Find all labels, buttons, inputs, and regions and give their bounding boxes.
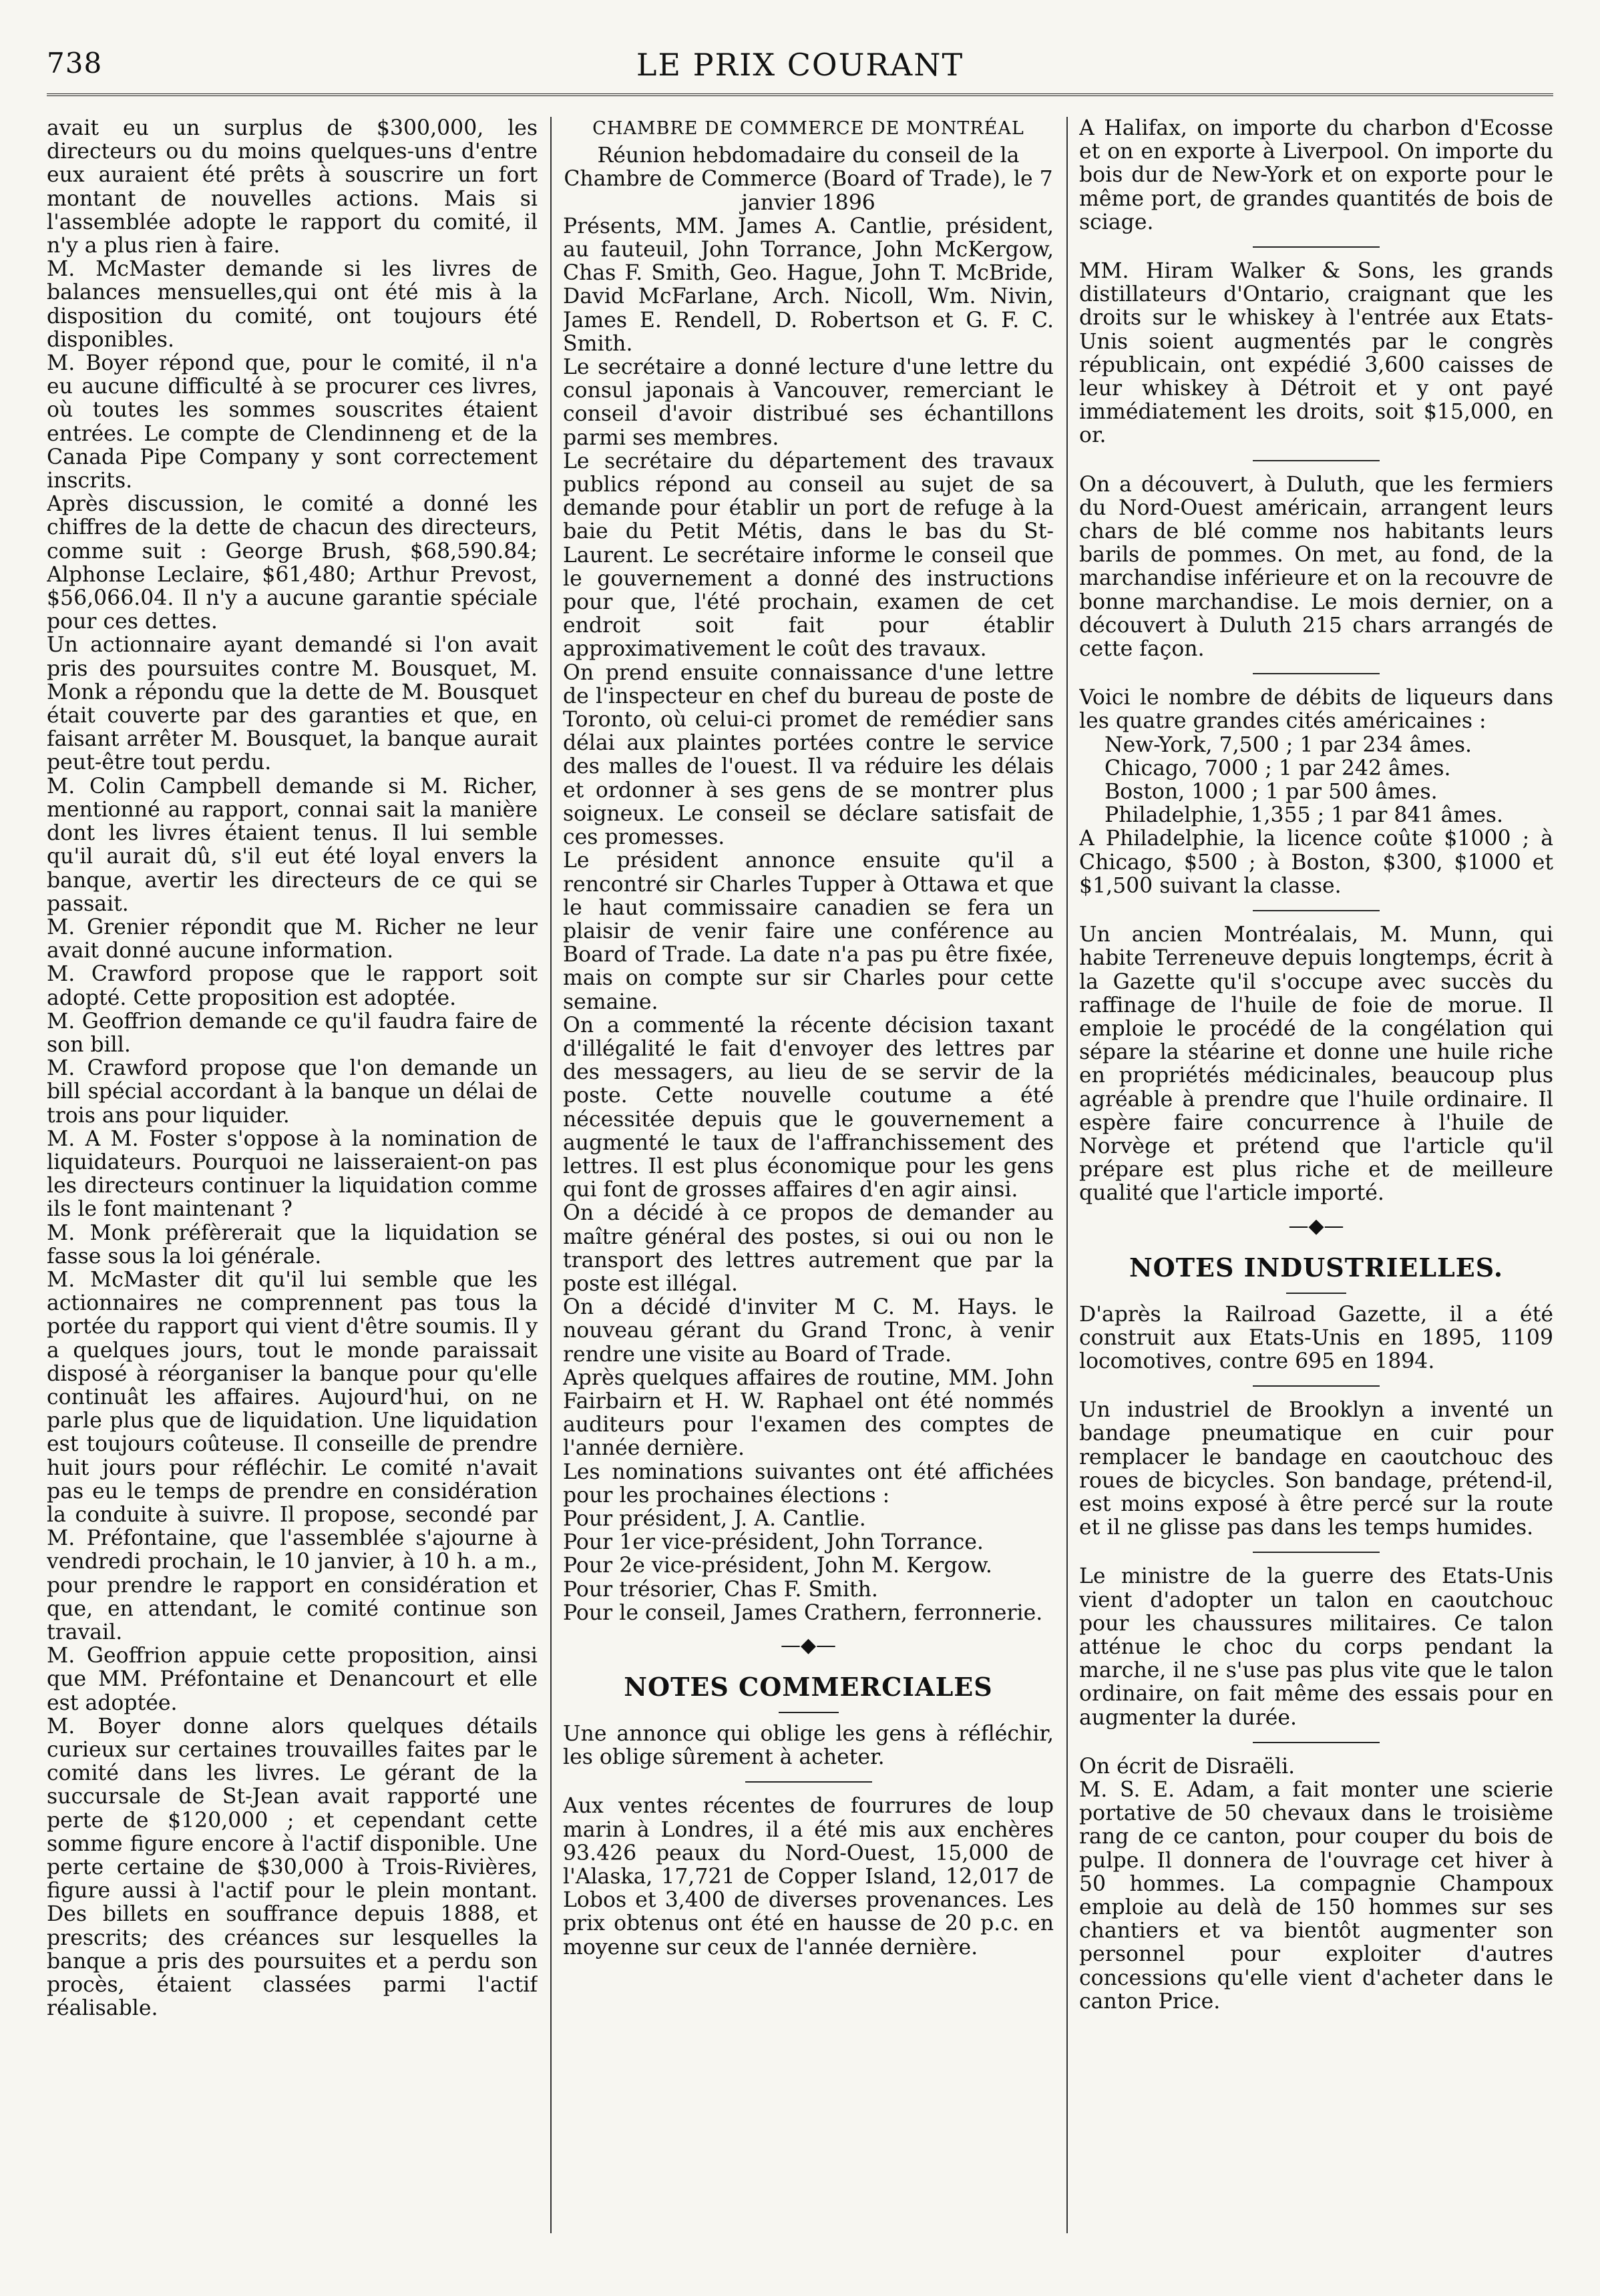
divider — [1253, 460, 1380, 461]
divider — [1286, 1293, 1346, 1294]
paragraph: MM. Hiram Walker & Sons, les grands distillateurs d'Ontario, craignant que les droits sur le whiskey à l'entrée aux Etats-Unis soient augmentés par le congrès républicain, ont expédié 3,600 caisses de leur whiskey à Détroit et y ont payé immédiatement les droits, soit $15,000, en or. — [1079, 259, 1553, 448]
article-columns — [47, 117, 1553, 2233]
paragraph: Le secrétaire a donné lecture d'une lettre du consul japonais à Vancouver, remerciant le conseil d'avoir distribué ses échantillons parmi ses membres. — [563, 355, 1054, 450]
paragraph: On prend ensuite connaissance d'une lettre de l'inspecteur en chef du bureau de poste de Toronto, où celui-ci promet de remédier sans délai aux plaintes portées contre le service des malles de l'ouest. Il va réduire les délais et ordonner à ses gens de se montrer plus soigneux. Le conseil se déclare satisfait de ces promesses. — [563, 660, 1054, 850]
paragraph: A Halifax, on importe du charbon d'Ecosse et on en exporte à Liverpool. On importe du bois dur de New-York et on exporte pour le même port, de grandes quantités de bois de sciage. — [1079, 117, 1553, 234]
column-1 — [47, 117, 538, 2233]
list-item: Chicago, 7000 ; 1 par 242 âmes. — [1105, 756, 1451, 780]
section-heading: CHAMBRE DE COMMERCE DE MONTRÉAL — [592, 118, 1024, 139]
paragraph: M. Colin Campbell demande si M. Richer, mentionné au rapport, connai sait la manière dont les livres étaient tenus. Il lui semble qu'il aurait dû, s'il eut été loyal envers la banque, avertir les directeurs de ce qui se passait. — [47, 774, 538, 916]
paragraph: avait eu un surplus de $300,000, les directeurs ou du moins quelques-uns d'entre eux auraient été prêts à souscrire un fort montant de nouvelles actions. Mais si l'assemblée adopte le rapport du comité, il n'y a plus rien à faire. — [47, 117, 538, 258]
column-3 — [1079, 117, 1553, 2233]
divider — [1253, 246, 1380, 248]
header-rule — [47, 93, 1553, 96]
dateline: On écrit de Disraëli. — [1079, 1754, 1295, 1779]
paragraph: Une annonce qui oblige les gens à réfléchir, les oblige sûrement à acheter. — [563, 1722, 1054, 1770]
meeting-intro: Réunion hebdomadaire du conseil de la Chambre de Commerce (Board of Trade), le 7 janvier 1896 — [564, 144, 1053, 215]
paragraph: Les nominations suivantes ont été affichées pour les prochaines élections : — [563, 1459, 1054, 1508]
paragraph: M. Boyer répond que, pour le comité, il n'a eu aucune difficulté à se procurer ces livres, où toutes les sommes souscrites étaient entrées. Le compte de Clendinneng et de la Canada Pipe Company y sont correctement inscrits. — [47, 351, 538, 493]
paragraph: Voici le nombre de débits de liqueurs dans les quatre grandes cités américaines : — [1079, 686, 1553, 734]
paragraph: On a décidé à ce propos de demander au maître général des postes, si oui ou non le transport des lettres autrement que par la poste est illégal. — [563, 1201, 1054, 1296]
divider — [745, 1781, 872, 1783]
paragraph: Pour 1er vice-président, John Torrance. — [563, 1530, 984, 1555]
column-divider — [550, 117, 552, 2233]
ornament-divider: —◆— — [1288, 1214, 1344, 1238]
paragraph: Le secrétaire du département des travaux publics répond au conseil au sujet de sa demande pour établir un port de refuge à la baie du Petit Métis, dans le bas du St-Laurent. Le secrétaire informe le conseil que le gouvernement a donné des instructions pour que, l'été prochain, examen de cet endroit soit fait pour établir approximativement le coût des travaux. — [563, 449, 1054, 662]
paragraph: M. Grenier répondit que M. Richer ne leur avait donné aucune information. — [47, 915, 538, 963]
paragraph: Présents, MM. James A. Cantlie, président, au fauteuil, John Torrance, John McKergow, Chas F. Smith, Geo. Hague, John T. McBride, David McFarlane, Arch. Nicoll, Wm. Nivin, James E. Rendell, D. Robertson et G. F. C. Smith. — [563, 214, 1054, 356]
paragraph: M. A M. Foster s'oppose à la nomination de liquidateurs. Pourquoi ne laisseraient-on pas les directeurs continuer la liquidation comme ils le font maintenant ? — [47, 1126, 538, 1222]
list-item: Boston, 1000 ; 1 par 500 âmes. — [1105, 780, 1438, 805]
paragraph: Le ministre de la guerre des Etats-Unis vient d'adopter un talon en caoutchouc pour les chaussures militaires. Ce talon atténue le choc du corps pendant la marche, il ne s'use pas plus vite que le talon ordinaire, on fait même des essais pour en augmenter la durée. — [1079, 1564, 1553, 1730]
section-heading: NOTES COMMERCIALES — [624, 1672, 993, 1702]
paragraph: M. Crawford propose que l'on demande un bill spécial accordant à la banque un délai de trois ans pour liquider. — [47, 1056, 538, 1128]
paragraph: A Philadelphie, la licence coûte $1000 ; à Chicago, $500 ; à Boston, $300, $1000 et $1,500 suivant la classe. — [1079, 827, 1553, 898]
divider — [1253, 1385, 1380, 1387]
paragraph: Pour 2e vice-président, John M. Kergow. — [563, 1554, 992, 1578]
paragraph: On a décidé d'inviter M C. M. Hays. le nouveau gérant du Grand Tronc, à venir rendre une visite au Board of Trade. — [563, 1295, 1054, 1367]
paragraph: Un ancien Montréalais, M. Munn, qui habite Terreneuve depuis longtemps, écrit à la Gazette qu'il s'occupe avec succès du raffinage de l'huile de foie de morue. Il emploie le procédé de la congélation qui sépare la stéarine et donne une huile riche en propriétés médicinales, beaucoup plus agréable à prendre que l'huile ordinaire. Il espère faire concurrence à l'huile de Norvège et prétend que l'article qu'il prépare est plus riche et de meilleure qualité que l'article importé. — [1079, 923, 1553, 1206]
divider — [1253, 910, 1380, 911]
section-heading: NOTES INDUSTRIELLES. — [1129, 1252, 1504, 1283]
journal-title: LE PRIX COURANT — [636, 47, 964, 83]
paragraph: Pour le conseil, James Crathern, ferronnerie. — [563, 1600, 1043, 1625]
paragraph: Le président annonce ensuite qu'il a rencontré sir Charles Tupper à Ottawa et que le haut commissaire canadien se fera un plaisir de venir faire une conférence au Board of Trade. La date n'a pas pu être fixée, mais on compte sur sir Charles pour cette semaine. — [563, 849, 1054, 1014]
paragraph: On a découvert, à Duluth, que les fermiers du Nord-Ouest américain, arrangent leurs chars de blé comme nos habitants leurs barils de pommes. On met, au fond, de la marchandise inférieure et on la recouvre de bonne marchandise. Le mois dernier, on a découvert à Duluth 215 chars arrangés de cette façon. — [1079, 472, 1553, 662]
paragraph: Aux ventes récentes de fourrures de loup marin à Londres, il a été mis aux enchères 93.426 peaux du Nord-Ouest, 15,000 de l'Alaska, 17,721 de Copper Island, 12,017 de Lobos et 3,400 de diverses provenances. Les prix obtenus ont été en hausse de 20 p.c. en moyenne sur ceux de l'année dernière. — [563, 1794, 1054, 1960]
ornament-divider: —◆— — [780, 1634, 837, 1657]
list-item: New-York, 7,500 ; 1 par 234 âmes. — [1105, 732, 1472, 757]
paragraph: D'après la Railroad Gazette, il a été construit aux Etats-Unis en 1895, 1109 locomotives, contre 695 en 1894. — [1079, 1302, 1553, 1373]
paragraph: M. Crawford propose que le rapport soit adopté. Cette proposition est adoptée. — [47, 962, 538, 1010]
paragraph: M. Geoffrion appuie cette proposition, ainsi que MM. Préfontaine et Denancourt et elle est adoptée. — [47, 1644, 538, 1715]
page-header — [47, 47, 1553, 87]
paragraph: Un actionnaire ayant demandé si l'on avait pris des poursuites contre M. Bousquet, M. Monk a répondu que la dette de M. Bousquet était couverte par des garanties et que, en faisant arrêter M. Bousquet, la banque aurait peut-être tout perdu. — [47, 633, 538, 775]
paragraph: M. Monk préfèrerait que la liquidation se fasse sous la loi générale. — [47, 1220, 538, 1269]
divider — [1253, 1552, 1380, 1553]
divider — [1253, 673, 1380, 674]
paragraph: Pour trésorier, Chas F. Smith. — [563, 1577, 878, 1602]
divider — [779, 1712, 839, 1713]
paragraph: M. McMaster dit qu'il lui semble que les actionnaires ne comprennent pas tous la portée du rapport qui vient d'être soumis. Il y a quelques jours, tout le monde paraissait disposé à réorganiser la banque pour qu'elle continuât les affaires. Aujourd'hui, on ne parle plus que de liquidation. Une liquidation est toujours coûteuse. Il conseille de prendre huit jours pour réfléchir. Le comité n'avait pas eu le temps de prendre en considération la conduite à suivre. Il propose, secondé par M. Préfontaine, que l'assemblée s'ajourne à vendredi prochain, le 10 janvier, à 10 h. a m., pour prendre le rapport en considération et que, en attendant, le comité continue son travail. — [47, 1267, 538, 1644]
paragraph: M. Boyer donne alors quelques détails curieux sur certaines trouvailles faites par le comité dans les livres. Le gérant de la succursale de St-Jean avait rapporté une perte de $120,000 ; et cependant cette somme figure encore à l'actif disponible. Une perte certaine de $30,000 à Trois-Rivières, figure aussi à l'actif pour le plein montant. Des billets en souffrance depuis 1888, et prescrits; des créances sur lesquelles la banque a pris des poursuites et a perdu son procès, étaient classées parmi l'actif réalisable. — [47, 1714, 538, 2021]
paragraph: M. S. E. Adam, a fait monter une scierie portative de 50 chevaux dans le troisième rang de ce canton, pour couper du bois de pulpe. Il donnera de l'ouvrage cet hiver à 50 hommes. La compagnie Champoux emploie au delà de 150 hommes sur ses chantiers et va bientôt augmenter son personnel pour exploiter d'autres concessions qu'elle vient d'acheter dans le canton Price. — [1079, 1777, 1553, 2014]
list-item: Philadelphie, 1,355 ; 1 par 841 âmes. — [1105, 803, 1503, 828]
paragraph: M. Geoffrion demande ce qu'il faudra faire de son bill. — [47, 1009, 538, 1057]
divider — [1253, 1742, 1380, 1743]
paragraph: M. McMaster demande si les livres de balances mensuelles,qui ont été mis à la disposition du comité, ont toujours été disponibles. — [47, 257, 538, 352]
column-divider — [1066, 117, 1068, 2233]
page-number: 738 — [47, 47, 103, 79]
paragraph: Après quelques affaires de routine, MM. John Fairbairn et H. W. Raphael ont été nommés auditeurs pour l'examen des comptes de l'année dernière. — [563, 1365, 1054, 1461]
paragraph: On a commenté la récente décision taxant d'illégalité le fait d'envoyer des lettres par des messagers, au lieu de se servir de la poste. Cette nouvelle coutume a été nécessitée depuis que le gouvernement a augmenté le taux de l'affranchissement des lettres. Il est plus économique pour les gens qui font de grosses affaires d'en agir ainsi. — [563, 1013, 1054, 1202]
paragraph: Pour président, J. A. Cantlie. — [563, 1506, 866, 1531]
column-2 — [563, 117, 1054, 2233]
paragraph: Un industriel de Brooklyn a inventé un bandage pneumatique en cuir pour remplacer le bandage en caoutchouc des roues de bicycles. Son bandage, prétend-il, est moins exposé à être percé sur la route et il ne glisse pas dans les temps humides. — [1079, 1398, 1553, 1540]
paragraph: Après discussion, le comité a donné les chiffres de la dette de chacun des directeurs, comme suit : George Brush, $68,590.84; Alphonse Leclaire, $61,480; Arthur Prevost, $56,066.04. Il n'y a aucune garantie spéciale pour ces dettes. — [47, 492, 538, 634]
